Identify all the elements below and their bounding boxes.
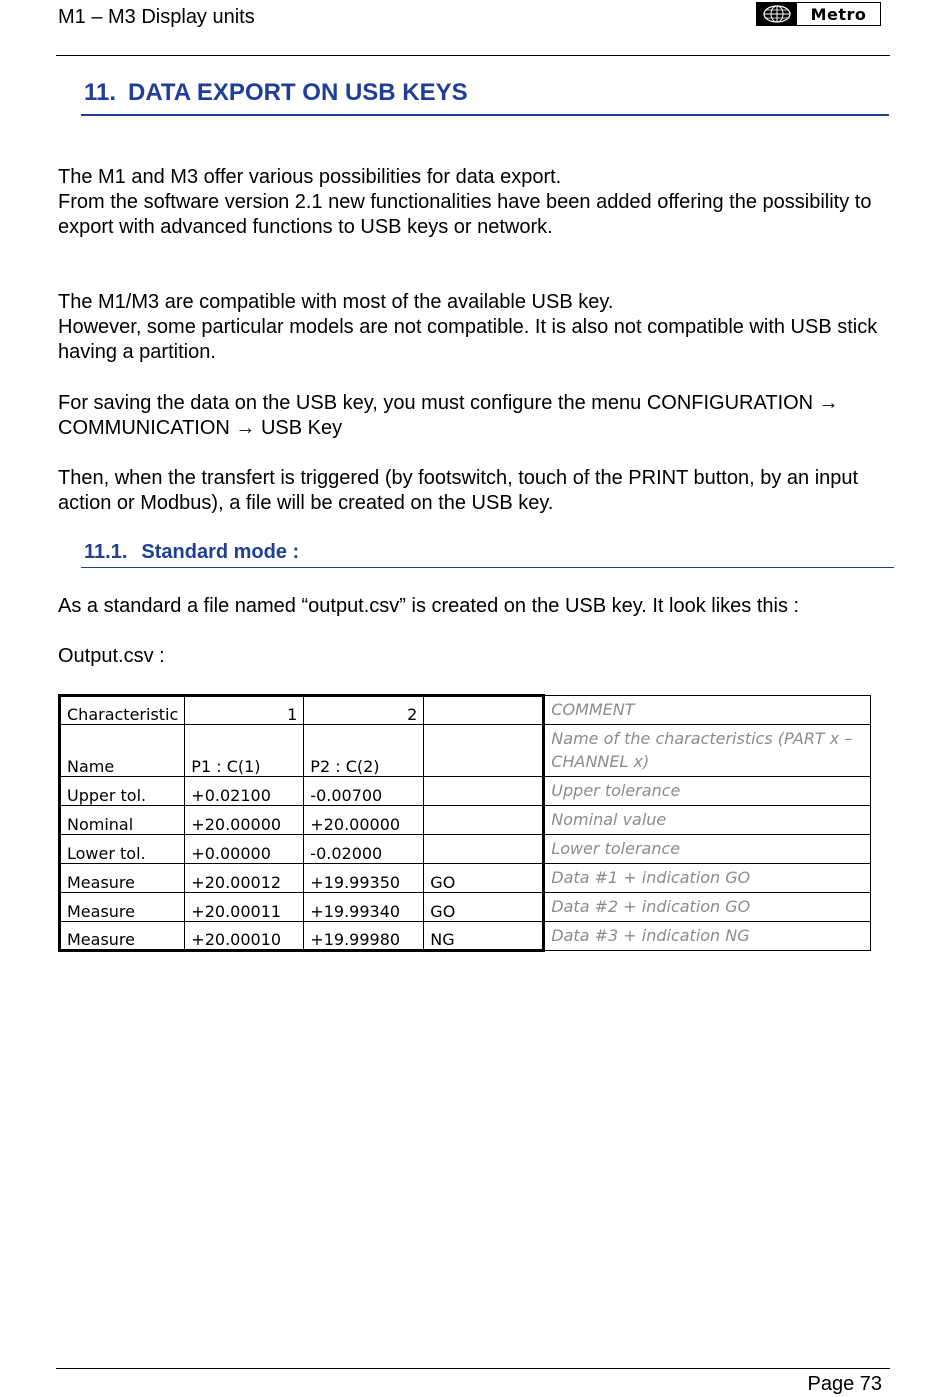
comment-cell: COMMENT xyxy=(544,696,871,725)
section-divider xyxy=(81,114,889,116)
table-cell: P1 : C(1) xyxy=(185,725,304,777)
paragraph-line: From the software version 2.1 new functionalities have been added offering the possibility to export with advanced functions to USB keys or network. xyxy=(58,191,872,238)
paragraph-line: The M1 and M3 offer various possibilities for data export. xyxy=(58,166,562,188)
metro-logo xyxy=(756,2,881,26)
table-cell xyxy=(424,777,544,806)
table-cell: +20.00000 xyxy=(185,806,304,835)
table-cell: +19.99980 xyxy=(304,922,424,951)
header-title: M1 – M3 Display units xyxy=(58,6,255,28)
footer-divider xyxy=(56,1368,890,1369)
comment-cell: Upper tolerance xyxy=(544,777,871,806)
subsection-divider xyxy=(81,567,894,568)
paragraph-line: However, some particular models are not compatible. It is also not compatible with USB stick having a partition. xyxy=(58,316,878,363)
table-cell: 1 xyxy=(185,696,304,725)
table-cell xyxy=(424,696,544,725)
comment-cell: Name of the characteristics (PART x – CHANNEL x) xyxy=(544,725,871,777)
paragraph-line: The M1/M3 are compatible with most of the available USB key. xyxy=(58,291,614,313)
table-cell: Upper tol. xyxy=(60,777,185,806)
table-cell: +20.00010 xyxy=(185,922,304,951)
table-cell: +20.00012 xyxy=(185,864,304,893)
table-cell xyxy=(424,725,544,777)
paragraph-compatibility xyxy=(58,290,898,365)
section-number: 11. xyxy=(84,79,117,106)
table-row xyxy=(60,696,871,725)
output-csv-table xyxy=(58,694,871,952)
subsection-heading xyxy=(84,541,299,564)
table-cell: Nominal xyxy=(60,806,185,835)
table-cell: GO xyxy=(424,893,544,922)
table-row xyxy=(60,893,871,922)
paragraph-transfer: Then, when the transfert is triggered (by footswitch, touch of the PRINT button, by an input action or Modbus), a file will be created on the USB key. xyxy=(58,467,859,514)
table-cell: P2 : C(2) xyxy=(304,725,424,777)
table-cell: Lower tol. xyxy=(60,835,185,864)
page-number: Page 73 xyxy=(807,1373,882,1395)
table-cell: +19.99350 xyxy=(304,864,424,893)
comment-cell: Nominal value xyxy=(544,806,871,835)
table-cell: NG xyxy=(424,922,544,951)
table-row xyxy=(60,725,871,777)
table-cell: +0.00000 xyxy=(185,835,304,864)
subsection-number: 11.1. xyxy=(84,541,128,563)
table-cell: GO xyxy=(424,864,544,893)
table-row xyxy=(60,922,871,951)
table-cell: 2 xyxy=(304,696,424,725)
table-cell xyxy=(424,835,544,864)
table-cell: Characteristic xyxy=(60,696,185,725)
table-cell: +20.00011 xyxy=(185,893,304,922)
table-cell: +19.99340 xyxy=(304,893,424,922)
section-title: DATA EXPORT ON USB KEYS xyxy=(128,79,468,106)
comment-cell: Data #2 + indication GO xyxy=(544,893,871,922)
header-divider xyxy=(56,55,890,56)
table-row xyxy=(60,864,871,893)
table-cell: +20.00000 xyxy=(304,806,424,835)
table-cell: Measure xyxy=(60,922,185,951)
paragraph-configuration: For saving the data on the USB key, you must configure the menu CONFIGURATION → COMMUNICATION → USB Key xyxy=(58,392,839,439)
table-cell: Measure xyxy=(60,893,185,922)
table-row xyxy=(60,777,871,806)
table-cell: Measure xyxy=(60,864,185,893)
table-cell: Name xyxy=(60,725,185,777)
comment-cell: Data #3 + indication NG xyxy=(544,922,871,951)
subsection-title: Standard mode : xyxy=(141,541,300,563)
logo-text: Metro xyxy=(810,4,867,24)
paragraph-standard-mode: As a standard a file named “output.csv” is created on the USB key. It look likes this : xyxy=(58,595,800,617)
table-cell xyxy=(424,806,544,835)
globe-icon xyxy=(757,3,797,25)
comment-cell: Data #1 + indication GO xyxy=(544,864,871,893)
table-cell: -0.00700 xyxy=(304,777,424,806)
file-label: Output.csv : xyxy=(58,645,165,667)
table-row xyxy=(60,835,871,864)
paragraph-intro xyxy=(58,165,898,240)
comment-cell: Lower tolerance xyxy=(544,835,871,864)
table-cell: -0.02000 xyxy=(304,835,424,864)
table-row xyxy=(60,806,871,835)
table-cell: +0.02100 xyxy=(185,777,304,806)
section-heading xyxy=(84,79,468,107)
